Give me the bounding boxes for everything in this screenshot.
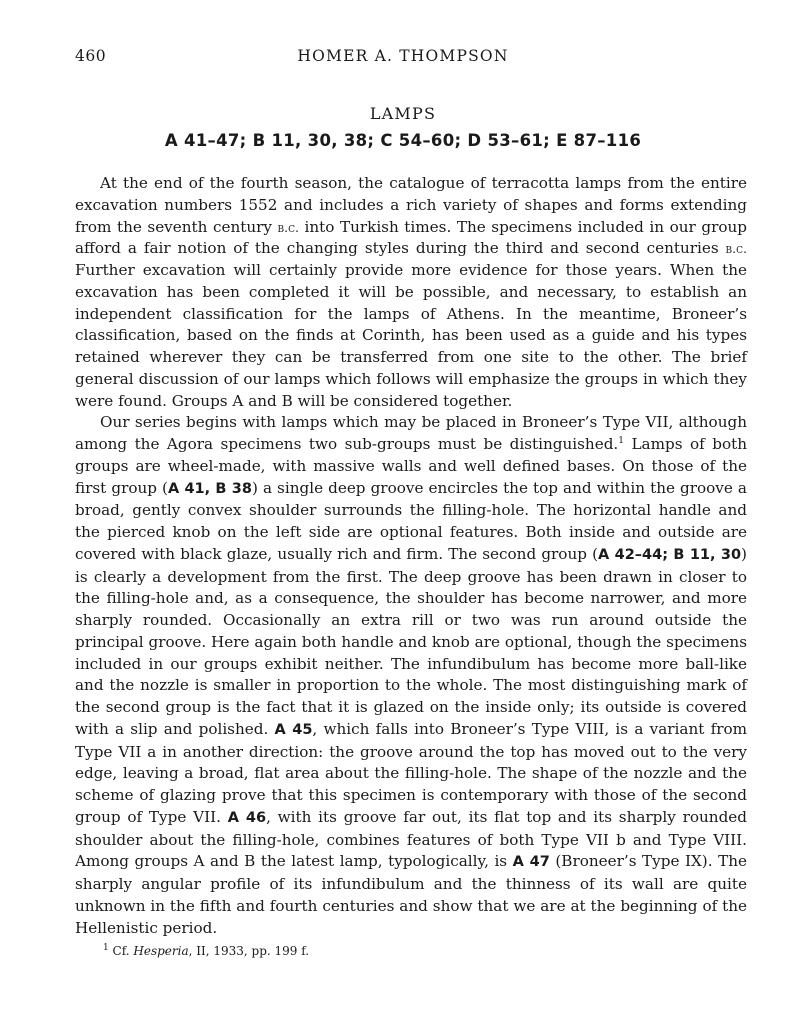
para2-text-5: , which falls into Broneer’s Type VIII, is a variant from Type VII a in another direction: the groove around the top has moved out to the very edge, leaving a broad, flat area about the filling-hole. The shape of the nozzle and the scheme of glazing prove that this specimen is contemporary with those of the second group of Type VII. [75, 719, 748, 826]
para2-text-1: Our series begins with lamps which may be placed in Broneer’s Type VII, although among the Agora specimens two sub-groups must be distinguished. [75, 413, 747, 453]
paragraph-2 [75, 412, 747, 939]
para1-text-3: Further excavation will certainly provide more evidence for those years. When the excavation has been completed it will be possible, and necessary, to establish an independent classification for the lamps of Athens. In the meantime, Broneer’s classification, based on the finds at Corinth, has been used as a guide and his types retained wherever they can be transferred from one site to the other. The brief general discussion of our lamps which follows will emphasize the groups in which they were found. Groups A and B will be considered together. [75, 261, 747, 410]
catalogue-ref: A 41, B 38 [167, 480, 252, 497]
footnote-citation: , II, 1933, pp. 199 f. [188, 944, 310, 958]
page-number: 460 [75, 47, 107, 65]
footnote [103, 944, 309, 958]
para2-text-7: (Broneer’s Type IX). The sharply angular profile of its infundibulum and the thinness of its wall are quite unknown in the fifth and fourth centuries and show that we are at the beginning of the Hellenistic period. [75, 852, 747, 937]
section-title: LAMPS [369, 104, 437, 123]
catalogue-ref: A 47 [512, 854, 550, 871]
footnote-prefix: Cf. [108, 944, 134, 958]
para2-text-6: , with its groove far out, its flat top and its sharply rounded shoulder about the filling-hole, combines features of both Type VII b and Type VIII. Among groups A and B the latest lamp, typologically, is [75, 807, 747, 871]
catalogue-ref: A 46 [227, 809, 267, 826]
para2-text-3: ) a single deep groove encircles the top and within the groove a broad, gently convex shoulder surrounds the filling-hole. The horizontal handle and the pierced knob on the left side are optional features. Both inside and outside are covered with black glaze, usually rich and firm. The second group ( [75, 478, 747, 563]
para2-text-4: ) is clearly a development from the first. The deep groove has been drawn in closer to the filling-hole and, as a consequence, the shoulder has become narrower, and more sharply rounded. Occasionally an extra rill or two was run around outside the principal groove. Here again both handle and knob are optional, though the specimens included in our groups exhibit neither. The infundibulum has become more ball-like and the nozzle is smaller in proportion to the whole. The most distinguishing mark of the second group is the fact that it is glazed on the inside only; its outside is covered with a slip and polished. [75, 544, 747, 738]
footnote-marker: 1 [618, 435, 624, 446]
body-text [75, 173, 747, 939]
catalogue-ref: A 45 [274, 721, 313, 738]
paragraph-1 [75, 173, 747, 412]
section-groups: A 41–47; B 11, 30, 38; C 54–60; D 53–61; E 87–116 [164, 131, 642, 150]
era-abbrev: b.c. [725, 241, 747, 257]
catalogue-ref: A 42–44; B 11, 30 [598, 546, 742, 563]
footnote-number: 1 [103, 943, 109, 953]
running-head [75, 47, 731, 75]
running-head-author: HOMER A. THOMPSON [297, 47, 509, 65]
para2-text-2: Lamps of both groups are wheel-made, with massive walls and well defined bases. On those of the first group ( [75, 435, 747, 497]
para1-text-2: into Turkish times. The specimens included in our group afford a fair notion of the changing styles during the third and second centuries [75, 217, 747, 258]
era-abbrev: b.c. [277, 219, 299, 235]
para1-text-1: At the end of the fourth season, the catalogue of terracotta lamps from the entire excavation numbers 1552 and includes a rich variety of shapes and forms extending from the seventh century [75, 174, 747, 236]
footnote-journal: Hesperia [133, 944, 189, 958]
